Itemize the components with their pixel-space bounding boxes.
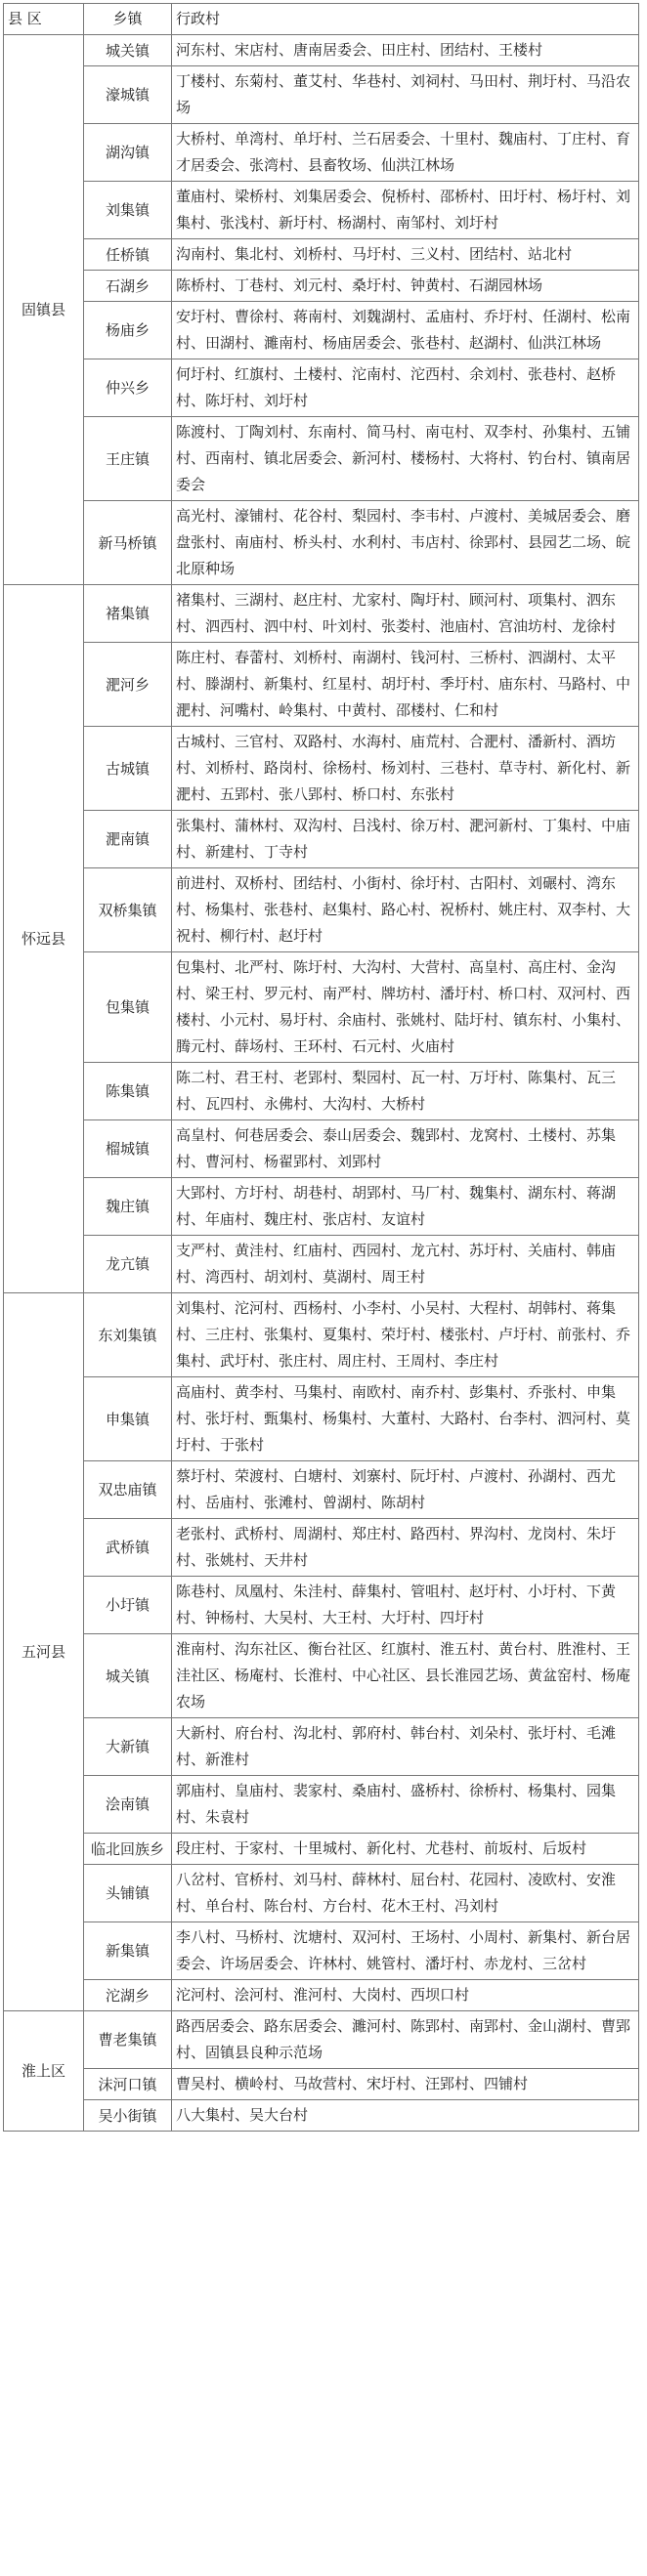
table-row: [4, 585, 639, 643]
town-cell: 陈集镇: [84, 1063, 172, 1120]
table-row: [4, 1178, 639, 1236]
county-cell-wuhe: 五河县: [4, 1293, 84, 2011]
county-cell-huaishang: 淮上区: [4, 2011, 84, 2132]
table-row: [4, 868, 639, 952]
table-row: [4, 727, 639, 811]
town-cell: 双桥集镇: [84, 868, 172, 952]
header-villages: 行政村: [172, 4, 639, 35]
villages-cell: 支严村、黄洼村、红庙村、西园村、龙亢村、苏圩村、关庙村、韩庙村、湾西村、胡刘村、莫湖村、周王村: [172, 1236, 639, 1293]
villages-cell: 包集村、北严村、陈圩村、大沟村、大营村、高皇村、高庄村、金沟村、梁王村、罗元村、南严村、牌坊村、潘圩村、桥口村、双河村、西楼村、小元村、易圩村、余庙村、张姚村、陆圩村、镇东村、小集村、腾元村、薛场村、王环村、石元村、火庙村: [172, 952, 639, 1063]
town-cell: 龙亢镇: [84, 1236, 172, 1293]
town-cell: 沱湖乡: [84, 1980, 172, 2011]
villages-cell: 八大集村、吴大台村: [172, 2100, 639, 2132]
town-cell: 城关镇: [84, 35, 172, 66]
villages-cell: 古城村、三官村、双路村、水海村、庙荒村、合淝村、潘新村、酒坊村、刘桥村、路岗村、徐杨村、杨刘村、三巷村、草寺村、新化村、新淝村、五郢村、张八郢村、桥口村、东张村: [172, 727, 639, 811]
villages-cell: 董庙村、梁桥村、刘集居委会、倪桥村、邵桥村、田圩村、杨圩村、刘集村、张浅村、新圩村、杨湖村、南邹村、刘圩村: [172, 182, 639, 239]
villages-cell: 前进村、双桥村、团结村、小街村、徐圩村、古阳村、刘碾村、湾东村、杨集村、张巷村、赵集村、路心村、祝桥村、姚庄村、双李村、大祝村、柳行村、赵圩村: [172, 868, 639, 952]
villages-cell: 刘集村、沱河村、西杨村、小李村、小吴村、大程村、胡韩村、蒋集村、三庄村、张集村、夏集村、荣圩村、楼张村、卢圩村、前张村、乔集村、武圩村、张庄村、周庄村、王周村、李庄村: [172, 1293, 639, 1377]
table-row: [4, 1834, 639, 1865]
town-cell: 淝河乡: [84, 643, 172, 727]
villages-cell: 段庄村、于家村、十里城村、新化村、尤巷村、前坂村、后坂村: [172, 1834, 639, 1865]
table-row: [4, 1377, 639, 1461]
table-row: [4, 2069, 639, 2100]
villages-cell: 大郢村、方圩村、胡巷村、胡郢村、马厂村、魏集村、湖东村、蒋湖村、年庙村、魏庄村、张店村、友谊村: [172, 1178, 639, 1236]
town-cell: 任桥镇: [84, 239, 172, 271]
header-row: [4, 4, 639, 35]
town-cell: 新马桥镇: [84, 501, 172, 585]
header-town: 乡镇: [84, 4, 172, 35]
town-cell: 城关镇: [84, 1634, 172, 1718]
town-cell: 大新镇: [84, 1718, 172, 1776]
table-row: [4, 1063, 639, 1120]
county-cell-huaiyuan: 怀远县: [4, 585, 84, 1293]
town-cell: 魏庄镇: [84, 1178, 172, 1236]
town-cell: 古城镇: [84, 727, 172, 811]
town-cell: 曹老集镇: [84, 2011, 172, 2069]
table-row: [4, 1120, 639, 1178]
town-cell: 浍南镇: [84, 1776, 172, 1834]
town-cell: 仲兴乡: [84, 359, 172, 417]
villages-cell: 李八村、马桥村、沈塘村、双河村、王场村、小周村、新集村、新台居委会、许场居委会、许林村、姚管村、潘圩村、赤龙村、三岔村: [172, 1922, 639, 1980]
villages-table: [3, 3, 639, 2132]
table-row: [4, 1634, 639, 1718]
table-row: [4, 35, 639, 66]
table-body: [4, 35, 639, 2132]
town-cell: 东刘集镇: [84, 1293, 172, 1377]
table-row: [4, 1776, 639, 1834]
villages-cell: 丁楼村、东菊村、董艾村、华巷村、刘祠村、马田村、荆圩村、马沿农场: [172, 66, 639, 124]
town-cell: 吴小街镇: [84, 2100, 172, 2132]
table-row: [4, 1293, 639, 1377]
town-cell: 淝南镇: [84, 811, 172, 868]
table-row: [4, 1461, 639, 1519]
villages-cell: 路西居委会、路东居委会、濉河村、陈郢村、南郢村、金山湖村、曹郢村、固镇县良种示范场: [172, 2011, 639, 2069]
town-cell: 申集镇: [84, 1377, 172, 1461]
town-cell: 褚集镇: [84, 585, 172, 643]
villages-cell: 陈庄村、春蕾村、刘桥村、南湖村、钱河村、三桥村、泗湖村、太平村、滕湖村、新集村、红星村、胡圩村、季圩村、庙东村、马路村、中淝村、河嘴村、岭集村、中黄村、邵楼村、仁和村: [172, 643, 639, 727]
table-row: [4, 1922, 639, 1980]
town-cell: 双忠庙镇: [84, 1461, 172, 1519]
villages-cell: 蔡圩村、荣渡村、白塘村、刘寨村、阮圩村、卢渡村、孙湖村、西尤村、岳庙村、张滩村、曾湖村、陈胡村: [172, 1461, 639, 1519]
table-row: [4, 239, 639, 271]
table-row: [4, 124, 639, 182]
town-cell: 临北回族乡: [84, 1834, 172, 1865]
table-row: [4, 2100, 639, 2132]
town-cell: 包集镇: [84, 952, 172, 1063]
table-row: [4, 811, 639, 868]
town-cell: 王庄镇: [84, 417, 172, 501]
villages-cell: 安圩村、曹徐村、蒋南村、刘魏湖村、孟庙村、乔圩村、任湖村、松南村、田湖村、濉南村、杨庙居委会、张巷村、赵湖村、仙洪江林场: [172, 302, 639, 359]
villages-cell: 高庙村、黄李村、马集村、南欧村、南乔村、彭集村、乔张村、申集村、张圩村、甄集村、杨集村、大董村、大路村、台李村、泗河村、莫圩村、于张村: [172, 1377, 639, 1461]
table-row: [4, 1865, 639, 1922]
table-row: [4, 1577, 639, 1634]
table-row: [4, 1519, 639, 1577]
villages-cell: 陈巷村、凤凰村、朱洼村、薛集村、管咀村、赵圩村、小圩村、下黄村、钟杨村、大吴村、大王村、大圩村、四圩村: [172, 1577, 639, 1634]
villages-cell: 淮南村、沟东社区、衡台社区、红旗村、淮五村、黄台村、胜淮村、王洼社区、杨庵村、长淮村、中心社区、县长淮园艺场、黄盆窑村、杨庵农场: [172, 1634, 639, 1718]
town-cell: 杨庙乡: [84, 302, 172, 359]
villages-cell: 老张村、武桥村、周湖村、郑庄村、路西村、界沟村、龙岗村、朱圩村、张姚村、天井村: [172, 1519, 639, 1577]
town-cell: 武桥镇: [84, 1519, 172, 1577]
table-row: [4, 2011, 639, 2069]
table-row: [4, 359, 639, 417]
villages-cell: 沟南村、集北村、刘桥村、马圩村、三义村、团结村、站北村: [172, 239, 639, 271]
table-row: [4, 1718, 639, 1776]
villages-cell: 高光村、濠铺村、花谷村、梨园村、李韦村、卢渡村、美城居委会、磨盘张村、南庙村、桥头村、水利村、韦店村、徐郢村、县园艺二场、皖北原种场: [172, 501, 639, 585]
villages-cell: 陈二村、君王村、老郢村、梨园村、瓦一村、万圩村、陈集村、瓦三村、瓦四村、永佛村、大沟村、大桥村: [172, 1063, 639, 1120]
villages-cell: 高皇村、何巷居委会、泰山居委会、魏郢村、龙窝村、土楼村、苏集村、曹河村、杨翟郢村、刘郢村: [172, 1120, 639, 1178]
town-cell: 小圩镇: [84, 1577, 172, 1634]
villages-cell: 沱河村、浍河村、淮河村、大岗村、西坝口村: [172, 1980, 639, 2011]
villages-cell: 何圩村、红旗村、土楼村、沱南村、沱西村、余刘村、张巷村、赵桥村、陈圩村、刘圩村: [172, 359, 639, 417]
town-cell: 榴城镇: [84, 1120, 172, 1178]
town-cell: 石湖乡: [84, 271, 172, 302]
town-cell: 湖沟镇: [84, 124, 172, 182]
villages-cell: 陈桥村、丁巷村、刘元村、桑圩村、钟黄村、石湖园林场: [172, 271, 639, 302]
villages-cell: 陈渡村、丁陶刘村、东南村、简马村、南屯村、双李村、孙集村、五铺村、西南村、镇北居委会、新河村、楼杨村、大将村、钓台村、镇南居委会: [172, 417, 639, 501]
villages-cell: 八岔村、官桥村、刘马村、薛林村、屈台村、花园村、凌欧村、安淮村、单台村、陈台村、方台村、花木王村、冯刘村: [172, 1865, 639, 1922]
town-cell: 新集镇: [84, 1922, 172, 1980]
table-header: [4, 4, 639, 35]
town-cell: 头铺镇: [84, 1865, 172, 1922]
table-row: [4, 182, 639, 239]
table-row: [4, 66, 639, 124]
villages-cell: 河东村、宋店村、唐南居委会、田庄村、团结村、王楼村: [172, 35, 639, 66]
table-row: [4, 417, 639, 501]
table-row: [4, 302, 639, 359]
county-cell-guzhen: 固镇县: [4, 35, 84, 585]
villages-cell: 张集村、蒲林村、双沟村、吕浅村、徐万村、淝河新村、丁集村、中庙村、新建村、丁寺村: [172, 811, 639, 868]
villages-cell: 曹吴村、横岭村、马故营村、宋圩村、汪郢村、四铺村: [172, 2069, 639, 2100]
table-row: [4, 643, 639, 727]
table-row: [4, 501, 639, 585]
villages-cell: 大新村、府台村、沟北村、郭府村、韩台村、刘朵村、张圩村、毛滩村、新淮村: [172, 1718, 639, 1776]
header-county: 县 区: [4, 4, 84, 35]
table-row: [4, 271, 639, 302]
table-row: [4, 952, 639, 1063]
town-cell: 濠城镇: [84, 66, 172, 124]
villages-cell: 褚集村、三湖村、赵庄村、尤家村、陶圩村、顾河村、项集村、泗东村、泗西村、泗中村、叶刘村、张娄村、池庙村、宫油坊村、龙徐村: [172, 585, 639, 643]
villages-cell: 大桥村、单湾村、单圩村、兰石居委会、十里村、魏庙村、丁庄村、育才居委会、张湾村、县畜牧场、仙洪江林场: [172, 124, 639, 182]
table-row: [4, 1236, 639, 1293]
villages-cell: 郭庙村、皇庙村、裴家村、桑庙村、盛桥村、徐桥村、杨集村、园集村、朱袁村: [172, 1776, 639, 1834]
town-cell: 刘集镇: [84, 182, 172, 239]
town-cell: 沫河口镇: [84, 2069, 172, 2100]
table-row: [4, 1980, 639, 2011]
